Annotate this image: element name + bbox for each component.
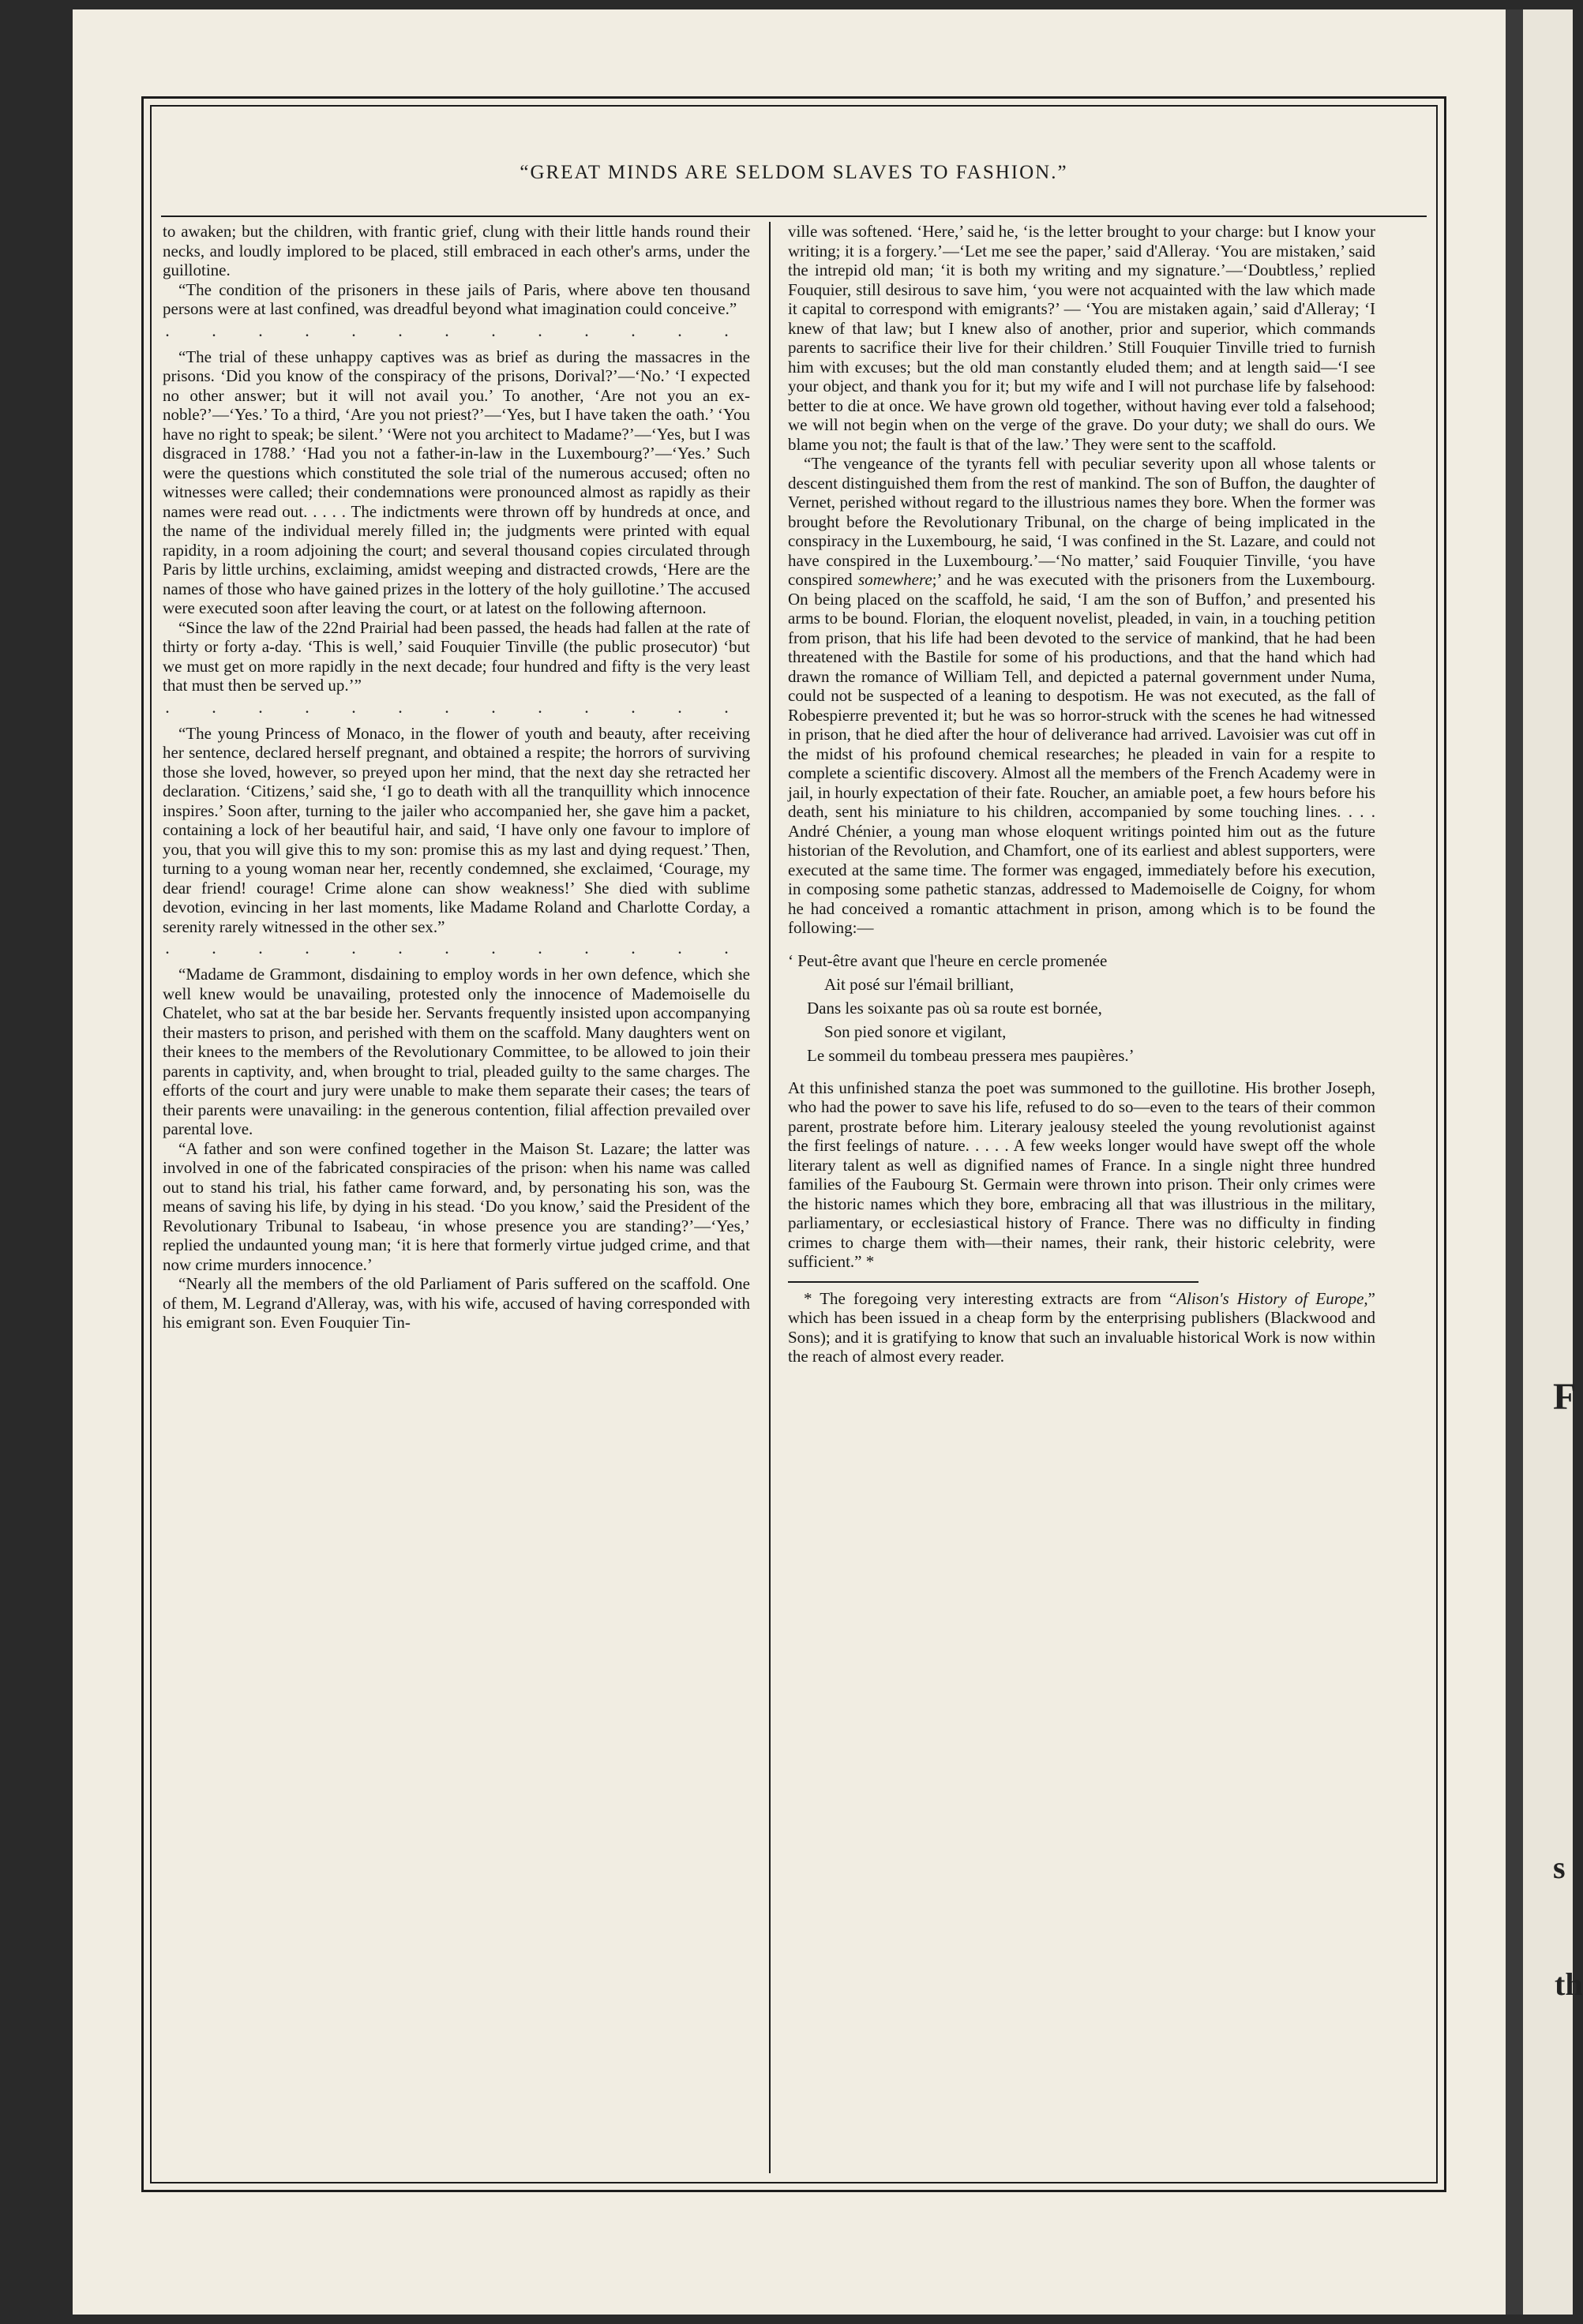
paragraph: ville was softened. ‘Here,’ said he, ‘is the letter brought to your charge: but I know your writing; it is a forgery.’—‘Let me see the paper,’ said d'Alleray. ‘You are mistaken,’ said the intrepid old man; ‘it is both my writing and my signature.’—‘Doubtless,’ replied Fouquier, still desirous to save him, ‘you were not acquainted with the law which made it capital to correspond with emigrants?’ — ‘You are mistaken again,’ said d'Alleray; ‘I knew of that law; but I knew also of another, prior and superior, which commands parents to sacrifice their live for their children.’ Still Fouquier Tinville tried to furnish him with excuses; but the old man constantly eluded them; and at length said—‘I see your object, and thank you for it; but my wife and I will not purchase life by falsehood: better to die at once. We have grown old together, without having ever told a falsehood; we will not begin when on the verge of the grave. Do your duty; we shall do ours. We blame you not; the fault is that of the law.’ They were sent to the scaffold. — [788, 222, 1375, 454]
section-break-dots: . . . . . . . . . . . . . — [165, 696, 748, 717]
page-frame — [141, 96, 1446, 2192]
adjacent-page-edge — [1506, 9, 1583, 2315]
left-column — [163, 222, 750, 2172]
paragraph: “The condition of the prisoners in these jails of Paris, where above ten thousand persons were at last confined, was dreadful beyond what imagination could conceive.” — [163, 279, 750, 318]
verse-line: Ait posé sur l'émail brilliant, — [824, 974, 1014, 994]
paragraph-text: “The vengeance of the tyrants fell with peculiar severity upon all whose talents or descent distinguished them from the rest of mankind. The son of Buffon, the daughter of Vernet, perished without regard to the illustrious names they bore. When the former was brought before the Revolutionary Tribunal, on the charge of being implicated in the conspiracy in the Luxembourg, he said, ‘I was confined in the St. Lazare, and could not have conspired in the Luxembourg.’—‘No matter,’ said Fouquier Tinville, ‘you have conspired — [788, 454, 1375, 589]
verse-line: Le sommeil du tombeau pressera mes paupières.’ — [807, 1045, 1135, 1065]
verse-line: Dans les soixante pas où sa route est bornée, — [807, 998, 1102, 1018]
running-header: “GREAT MINDS ARE SELDOM SLAVES TO FASHION.” — [520, 162, 1068, 183]
footnote-text: * The foregoing very interesting extracts are from “ — [804, 1288, 1177, 1308]
paragraph: to awaken; but the children, with frantic grief, clung with their little hands round their necks, and loudly implored to be placed, still embraced in each other's arms, under the guillotine. — [163, 222, 750, 279]
paragraph-text: ;’ and he was executed with the prisoners from the Luxembourg. On being placed on the scaffold, he said, ‘I am the son of Buffon,’ and presented his arms to be bound. Florian, the eloquent novelist, pleaded, in vain, in a touching petition from prison, that his life had been devoted to the service of mankind, that he had been threatened with the Bastile for some of his productions, and that the hand which had drawn the romance of William Tell, and depicted a paternal government under Numa, could not be suspected of a leaning to despotism. He was not executed, as the fall of Robespierre prevented it; but he was so horror-struck with the scenes he had witnessed in prison, that he died after the hour of deliverance had arrived. Lavoisier was cut off in the midst of his profound chemical researches; he pleaded in vain for a respite to complete a scientific discovery. Almost all the members of the French Academy were in jail, in hourly expectation of their fate. Roucher, an amiable poet, a few hours before his death, sent his miniature to his children, accompanied by some touching lines. . . . André Chénier, a young man whose eloquent writings pointed him out as the future historian of the Revolution, and Chamfort, one of its earliest and ablest supporters, were executed at the same time. The former was engaged, immediately before his execution, in composing some pathetic stanzas, addressed to Mademoiselle de Coigny, for whom he had conceived a romantic attachment in prison, among which is to be found the following:— — [788, 570, 1375, 937]
footnote-text: ” which has been issued in a cheap form by the enterprising publishers (Blackwood and Sons); and it is gratifying to know that such an invaluable historical Work is now within the reach of almost every reader. — [788, 1288, 1375, 1366]
section-break-dots: . . . . . . . . . . . . . — [165, 320, 748, 340]
edge-letter: th — [1555, 1966, 1583, 2002]
paragraph: “The trial of these unhappy captives was as brief as during the massacres in the prisons. ‘Did you know of the conspiracy of the prisons, Dorival?’—‘No.’ ‘I expected no other answer; but it will not avail you.’ To another, ‘Are not you an ex-noble?’—‘Yes.’ To a third, ‘Are you not priest?’—‘Yes, but I have taken the oath.’ ‘You have no right to speak; be silent.’ ‘Were not you architect to Madame?’—‘Yes, but I was disgraced in 1788.’ ‘Had you not a father-in-law in the Luxembourg?’—‘Yes.’ Such were the questions which constituted the sole trial of the numerous accused; often no witnesses were called; their condemnations were pronounced almost as rapidly as their names were read out. . . . . The indictments were thrown off by hundreds at once, and the name of the individual merely filled in; the judgments were printed with equal rapidity, in a room adjoining the court; and several thousand copies circulated through Paris by little urchins, exclaiming, amidst weeping and distracted crowds, ‘Here are the names of those who have gained prizes in the lottery of the holy guillotine.’ The accused were executed soon after leaving the court, or at latest on the following afternoon. — [163, 347, 750, 617]
edge-letter: s — [1553, 1850, 1566, 1885]
column-divider — [769, 222, 771, 2173]
verse-line: ‘ Peut-être avant que l'heure en cercle promenée — [788, 950, 1108, 970]
right-column — [788, 222, 1375, 2172]
footnote — [788, 1289, 1375, 1366]
edge-letter: F — [1553, 1376, 1577, 1418]
paragraph: At this unfinished stanza the poet was summoned to the guillotine. His brother Joseph, who had the power to save his life, refused to do so—even to the tears of their common parent, prostrate before him. Literary jealousy steeled the young revolutionist against the first feelings of nature. . . . . A few weeks longer would have swept off the whole literary talent as well as dignified names of France. In a single night three hundred families of the Faubourg St. Germain were thrown into prison. Their only crimes were the historic names which they bore, embracing all that was illustrious in the military, parliamentary, or ecclesiastical history of France. There was no difficulty in finding crimes to charge them with—their names, their rank, their historic celebrity, were sufficient.” * — [788, 1078, 1375, 1271]
page — [73, 9, 1506, 2315]
footnote-title: Alison's History of Europe, — [1176, 1288, 1368, 1308]
paragraph: “A father and son were confined together in the Maison St. Lazare; the latter was involved in one of the fabricated conspiracies of the prison: when his name was called out to stand his trial, his father came forward, and, by personating his son, was the means of saving his life, by dying in his stead. ‘Do you know,’ said the President of the Revolutionary Tribunal to Isabeau, ‘in whose presence you are standing?’—‘Yes,’ replied the undaunted young man; ‘it is here that formerly virtue judged crime, and that now crime murders innocence.’ — [163, 1138, 750, 1274]
section-break-dots: . . . . . . . . . . . . . — [165, 938, 748, 958]
header-rule — [161, 216, 1427, 217]
verse-line: Son pied sonore et vigilant, — [824, 1021, 1007, 1041]
paragraph: “Nearly all the members of the old Parliament of Paris suffered on the scaffold. One of them, M. Legrand d'Alleray, was, with his wife, accused of having corresponded with his emigrant son. Even Fouquier Tin- — [163, 1274, 750, 1332]
paragraph — [788, 454, 1375, 938]
paragraph: “Since the law of the 22nd Prairial had been passed, the heads had fallen at the rate of thirty or forty a-day. ‘This is well,’ said Fouquier Tinville (the public prosecutor) ‘but we must get on more rapidly in the next decade; four hundred and fifty is the very least that must then be served up.’” — [163, 617, 750, 695]
paragraph: “The young Princess of Monaco, in the flower of youth and beauty, after receiving her sentence, declared herself pregnant, and obtained a respite; the horrors of surviving those she loved, however, so preyed upon her mind, that the next day she retracted her declaration. ‘Citizens,’ said she, ‘I go to death with all the tranquillity which innocence inspires.’ Soon after, turning to the jailer who accompanied her, she gave him a packet, containing a lock of her beautiful hair, and said, ‘I have only one favour to implore of you, that you will give this to my son: promise this as my last and dying request.’ Then, turning to a young woman near her, recently condemned, she exclaimed, ‘Courage, my dear friend! courage! Crime alone can show weakness!’ She died with sublime devotion, evincing in her last moments, like Madame Roland and Charlotte Corday, a serenity rarely witnessed in the other sex.” — [163, 723, 750, 936]
paragraph: “Madame de Grammont, disdaining to employ words in her own defence, which she well knew would be unavailing, protested only the innocence of Mademoiselle du Chatelet, who sat at the bar beside her. Servants frequently insisted upon accompanying their masters to prison, and perished with them on the scaffold. Many daughters went on their knees to the members of the Revolutionary Committee, to be allowed to join their parents in captivity, and, when brought to trial, pleaded guilty to the same charges. The efforts of the court and jury were unable to make them separate their cases; the tears of their parents were unavailing: in the generous contention, filial affection prevailed over parental love. — [163, 965, 750, 1138]
verse-stanza — [788, 949, 1375, 1067]
footnote-rule — [788, 1281, 1199, 1283]
italic-text: somewhere — [857, 570, 932, 589]
